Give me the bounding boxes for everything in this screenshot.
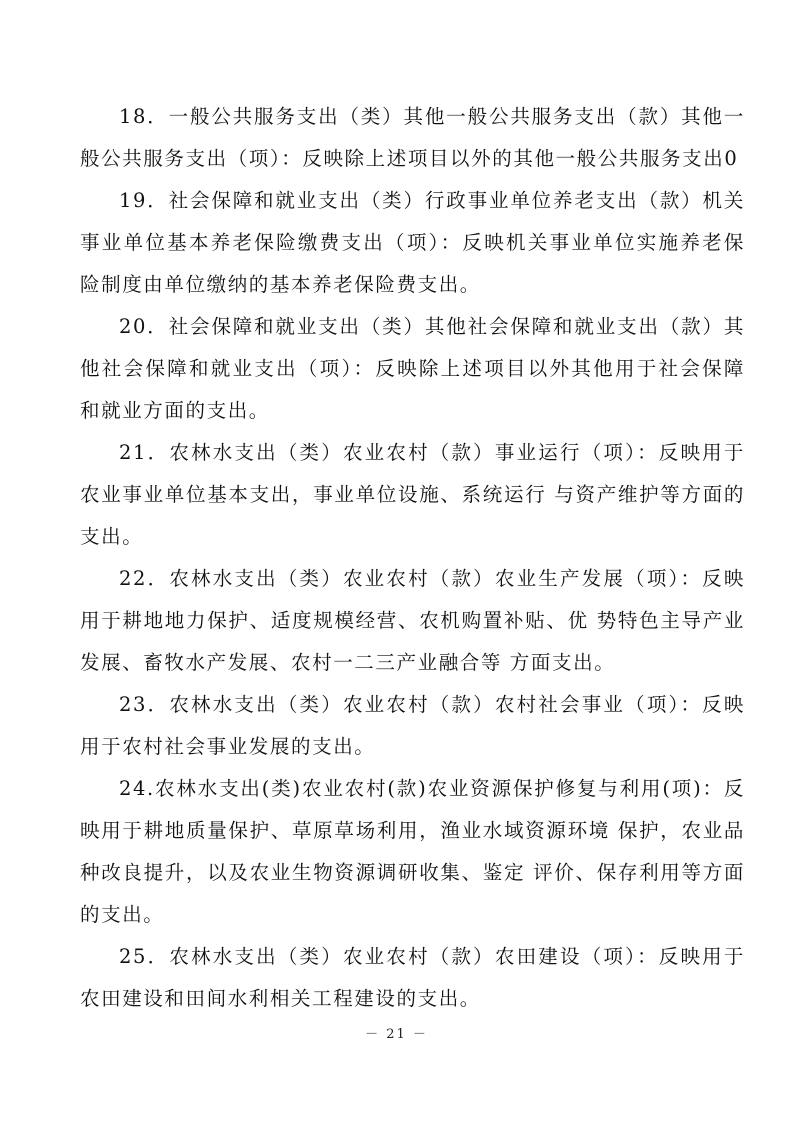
paragraph-18: 18．一般公共服务支出（类）其他一般公共服务支出（款）其他一般公共服务支出（项）：反映除上述项目以外的其他一般公共服务支出0 — [80, 105, 745, 170]
paragraph-22: 22．农林水支出（类）农业农村（款）农业生产发展（项）：反映用于耕地地力保护、适度规模经营、农机购置补贴、优 势特色主导产业发展、畜牧水产发展、农村一二三产业融合等 方面支出。 — [80, 567, 745, 674]
paragraph-20: 20．社会保障和就业支出（类）其他社会保障和就业支出（款）其他社会保障和就业支出（项）：反映除上述项目以外其他用于社会保障和就业方面的支出。 — [80, 315, 745, 422]
paragraph-19: 19．社会保障和就业支出（类）行政事业单位养老支出（款）机关事业单位基本养老保险缴费支出（项）：反映机关事业单位实施养老保险制度由单位缴纳的基本养老保险费支出。 — [80, 189, 745, 296]
paragraph-23: 23．农林水支出（类）农业农村（款）农村社会事业（项）：反映用于农村社会事业发展的支出。 — [80, 693, 745, 758]
document-body — [80, 96, 745, 1020]
paragraph-24: 24.农林水支出(类)农业农村(款)农业资源保护修复与利用(项)：反映用于耕地质量保护、草原草场利用，渔业水域资源环境 保护，农业品种改良提升，以及农业生物资源调研收集、鉴定 评价、保存利用等方面的支出。 — [80, 777, 745, 926]
paragraph-21: 21．农林水支出（类）农业农村（款）事业运行（项）：反映用于农业事业单位基本支出，事业单位设施、系统运行 与资产维护等方面的支出。 — [80, 441, 745, 548]
paragraph-25: 25．农林水支出（类）农业农村（款）农田建设（项）：反映用于农田建设和田间水利相关工程建设的支出。 — [80, 945, 745, 1010]
page-number: － 21 － — [365, 1027, 428, 1042]
